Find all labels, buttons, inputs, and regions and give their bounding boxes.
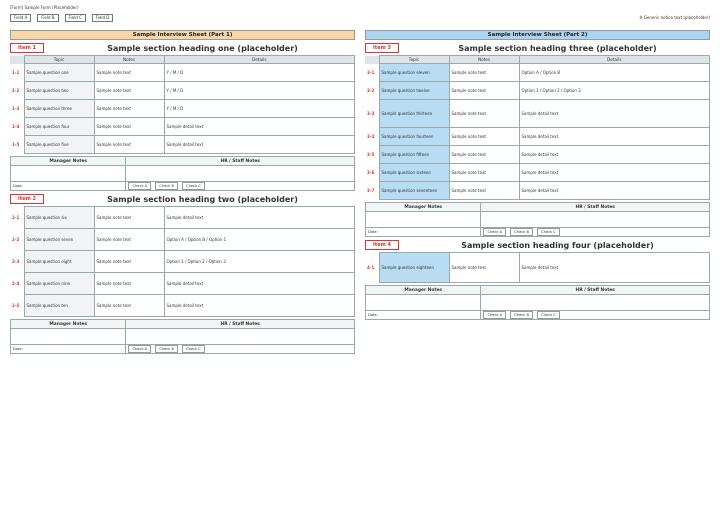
header-field-c[interactable]: Field C <box>65 14 86 22</box>
table-row <box>365 164 710 182</box>
table-row <box>365 128 710 146</box>
table-row <box>10 229 355 251</box>
row-num: 3-3 <box>367 111 375 116</box>
section-2-title: Sample section heading two (placeholder) <box>107 194 298 204</box>
row-num-header <box>10 56 24 64</box>
row-notes[interactable]: Sample note text <box>449 164 519 182</box>
table-row <box>365 100 710 128</box>
row-num-header <box>365 56 379 64</box>
row-num: 2-3 <box>12 259 20 264</box>
section-2-header <box>10 192 355 206</box>
header-field-d[interactable]: Field D <box>92 14 114 22</box>
stamp-c[interactable]: Check C <box>537 311 560 319</box>
row-notes[interactable]: Sample note text <box>94 251 164 273</box>
stamp-a[interactable]: Check A <box>128 345 151 353</box>
row-details[interactable]: Y / M / D <box>164 64 355 82</box>
signoff-left-box[interactable] <box>366 295 481 311</box>
table-row <box>365 253 710 283</box>
row-details[interactable]: Sample detail text <box>164 136 355 154</box>
row-details[interactable]: Option A / Option B <box>519 64 710 82</box>
section-1-title: Sample section heading one (placeholder) <box>107 43 298 53</box>
section-4-signoff <box>365 285 710 320</box>
row-notes[interactable]: Sample note text <box>449 82 519 100</box>
signoff-right-box[interactable] <box>126 329 355 345</box>
section-2-table <box>10 206 355 317</box>
table-row <box>10 100 355 118</box>
row-topic: Sample question fourteen <box>379 128 449 146</box>
form-tag: [Form] Sample Form (Placeholder) <box>10 4 79 10</box>
section-3-signoff <box>365 202 710 237</box>
row-num: 1-1 <box>12 70 20 75</box>
section-2-badge: Item 2 <box>10 194 44 204</box>
col-topic: Topic <box>379 56 449 64</box>
table-row <box>365 64 710 82</box>
table-row <box>10 273 355 295</box>
table-row <box>365 146 710 164</box>
row-notes[interactable]: Sample note text <box>94 295 164 317</box>
signoff-left-title: Manager Notes <box>366 286 481 295</box>
col-details: Details <box>164 56 355 64</box>
row-notes[interactable]: Sample note text <box>94 207 164 229</box>
table-row <box>365 182 710 200</box>
section-4-header <box>365 238 710 252</box>
stamp-c[interactable]: Check C <box>537 228 560 236</box>
row-num: 3-5 <box>367 152 375 157</box>
row-notes[interactable]: Sample note text <box>449 182 519 200</box>
row-topic: Sample question eighteen <box>379 253 449 283</box>
right-page <box>365 30 710 516</box>
row-notes[interactable]: Sample note text <box>94 64 164 82</box>
section-1-table <box>10 55 355 154</box>
row-num: 2-1 <box>12 215 20 220</box>
stamp-b[interactable]: Check B <box>155 345 178 353</box>
header-field-b[interactable]: Field B <box>37 14 58 22</box>
stamp-c[interactable]: Check C <box>182 182 205 190</box>
table-row <box>10 118 355 136</box>
header-note: ※ Generic notice text (placeholder) <box>639 15 710 20</box>
row-details[interactable]: Sample detail text <box>164 207 355 229</box>
row-topic: Sample question eleven <box>379 64 449 82</box>
row-topic: Sample question six <box>24 207 94 229</box>
section-1-signoff <box>10 156 355 191</box>
signoff-right-title: HR / Staff Notes <box>481 203 710 212</box>
signoff-stamps <box>126 182 355 191</box>
section-3-badge: Item 3 <box>365 43 399 53</box>
row-notes[interactable]: Sample note text <box>449 64 519 82</box>
stamp-b[interactable]: Check B <box>155 182 178 190</box>
row-details[interactable]: Option 1 / Option 2 / Option 3 <box>164 251 355 273</box>
row-topic: Sample question fifteen <box>379 146 449 164</box>
table-row <box>10 295 355 317</box>
row-notes[interactable]: Sample note text <box>94 229 164 251</box>
row-topic: Sample question sixteen <box>379 164 449 182</box>
row-notes[interactable]: Sample note text <box>94 82 164 100</box>
row-notes[interactable]: Sample note text <box>449 100 519 128</box>
section-1-header <box>10 41 355 55</box>
table-row <box>10 136 355 154</box>
row-topic: Sample question seventeen <box>379 182 449 200</box>
section-1-badge: Item 1 <box>10 43 44 53</box>
signoff-stamps <box>126 345 355 354</box>
row-details[interactable]: Sample detail text <box>519 146 710 164</box>
header-field-a[interactable]: Field A <box>10 14 31 22</box>
col-notes: Notes <box>449 56 519 64</box>
row-details[interactable]: Sample detail text <box>519 164 710 182</box>
header-fields <box>10 13 710 22</box>
section-4-badge: Item 4 <box>365 240 399 250</box>
col-topic: Topic <box>24 56 94 64</box>
section-3-title: Sample section heading three (placeholder) <box>458 43 657 53</box>
section-4-title: Sample section heading four (placeholder) <box>461 240 654 250</box>
row-num: 2-2 <box>12 237 20 242</box>
section-3-header <box>365 41 710 55</box>
signoff-right-box[interactable] <box>481 212 710 228</box>
row-notes[interactable]: Sample note text <box>94 100 164 118</box>
row-notes[interactable]: Sample note text <box>449 128 519 146</box>
row-details[interactable]: Sample detail text <box>519 253 710 283</box>
table-row <box>10 64 355 82</box>
signoff-stamps <box>481 228 710 237</box>
row-num: 3-6 <box>367 170 375 175</box>
col-details: Details <box>519 56 710 64</box>
signoff-stamps <box>481 311 710 320</box>
row-num: 3-4 <box>367 134 375 139</box>
signoff-right-title: HR / Staff Notes <box>126 320 355 329</box>
row-topic: Sample question thirteen <box>379 100 449 128</box>
signoff-left-box[interactable] <box>366 212 481 228</box>
row-topic: Sample question one <box>24 64 94 82</box>
row-topic: Sample question nine <box>24 273 94 295</box>
left-banner: Sample Interview Sheet (Part 1) <box>10 30 355 40</box>
row-details[interactable]: Sample detail text <box>164 118 355 136</box>
row-details[interactable]: Y / M / D <box>164 82 355 100</box>
row-num: 1-5 <box>12 142 20 147</box>
signoff-right-title: HR / Staff Notes <box>126 157 355 166</box>
stamp-a[interactable]: Check A <box>483 311 506 319</box>
row-details[interactable]: Sample detail text <box>164 295 355 317</box>
row-topic: Sample question twelve <box>379 82 449 100</box>
stamp-c[interactable]: Check C <box>182 345 205 353</box>
signoff-left-title: Manager Notes <box>11 320 126 329</box>
row-topic: Sample question four <box>24 118 94 136</box>
col-notes: Notes <box>94 56 164 64</box>
row-num: 3-1 <box>367 70 375 75</box>
row-details[interactable]: Option A / Option B / Option C <box>164 229 355 251</box>
signoff-left-box[interactable] <box>11 166 126 182</box>
section-4-table <box>365 252 710 283</box>
row-notes[interactable]: Sample note text <box>94 273 164 295</box>
row-num: 4-1 <box>367 265 375 270</box>
row-details[interactable]: Option 1 / Option 2 / Option 3 <box>519 82 710 100</box>
row-details[interactable]: Sample detail text <box>164 273 355 295</box>
row-topic: Sample question ten <box>24 295 94 317</box>
row-num: 1-3 <box>12 106 20 111</box>
signoff-left-title: Manager Notes <box>366 203 481 212</box>
row-topic: Sample question five <box>24 136 94 154</box>
stamp-a[interactable]: Check A <box>128 182 151 190</box>
row-notes[interactable]: Sample note text <box>449 253 519 283</box>
left-page <box>10 30 355 516</box>
row-details[interactable]: Y / M / D <box>164 100 355 118</box>
signoff-left-title: Manager Notes <box>11 157 126 166</box>
table-row <box>10 251 355 273</box>
row-topic: Sample question seven <box>24 229 94 251</box>
signoff-date[interactable]: Date: <box>366 228 481 237</box>
signoff-right-title: HR / Staff Notes <box>481 286 710 295</box>
row-num: 1-2 <box>12 88 20 93</box>
row-notes[interactable]: Sample note text <box>94 136 164 154</box>
table-row <box>365 82 710 100</box>
row-num: 2-5 <box>12 303 20 308</box>
signoff-date[interactable]: Date: <box>366 311 481 320</box>
section-2-signoff <box>10 319 355 354</box>
stamp-b[interactable]: Check B <box>510 311 533 319</box>
row-details[interactable]: Sample detail text <box>519 100 710 128</box>
row-details[interactable]: Sample detail text <box>519 182 710 200</box>
stamp-b[interactable]: Check B <box>510 228 533 236</box>
signoff-right-box[interactable] <box>481 295 710 311</box>
table-row <box>10 207 355 229</box>
row-num: 1-4 <box>12 124 20 129</box>
signoff-date[interactable]: Date: <box>11 345 126 354</box>
row-details[interactable]: Sample detail text <box>519 128 710 146</box>
stamp-a[interactable]: Check A <box>483 228 506 236</box>
signoff-date[interactable]: Date: <box>11 182 126 191</box>
row-topic: Sample question three <box>24 100 94 118</box>
right-banner: Sample Interview Sheet (Part 2) <box>365 30 710 40</box>
row-topic: Sample question two <box>24 82 94 100</box>
row-notes[interactable]: Sample note text <box>449 146 519 164</box>
row-num: 3-2 <box>367 88 375 93</box>
row-num: 2-4 <box>12 281 20 286</box>
row-notes[interactable]: Sample note text <box>94 118 164 136</box>
row-topic: Sample question eight <box>24 251 94 273</box>
row-num: 3-7 <box>367 188 375 193</box>
section-3-table <box>365 55 710 200</box>
signoff-right-box[interactable] <box>126 166 355 182</box>
signoff-left-box[interactable] <box>11 329 126 345</box>
form-header <box>0 0 720 24</box>
table-row <box>10 82 355 100</box>
